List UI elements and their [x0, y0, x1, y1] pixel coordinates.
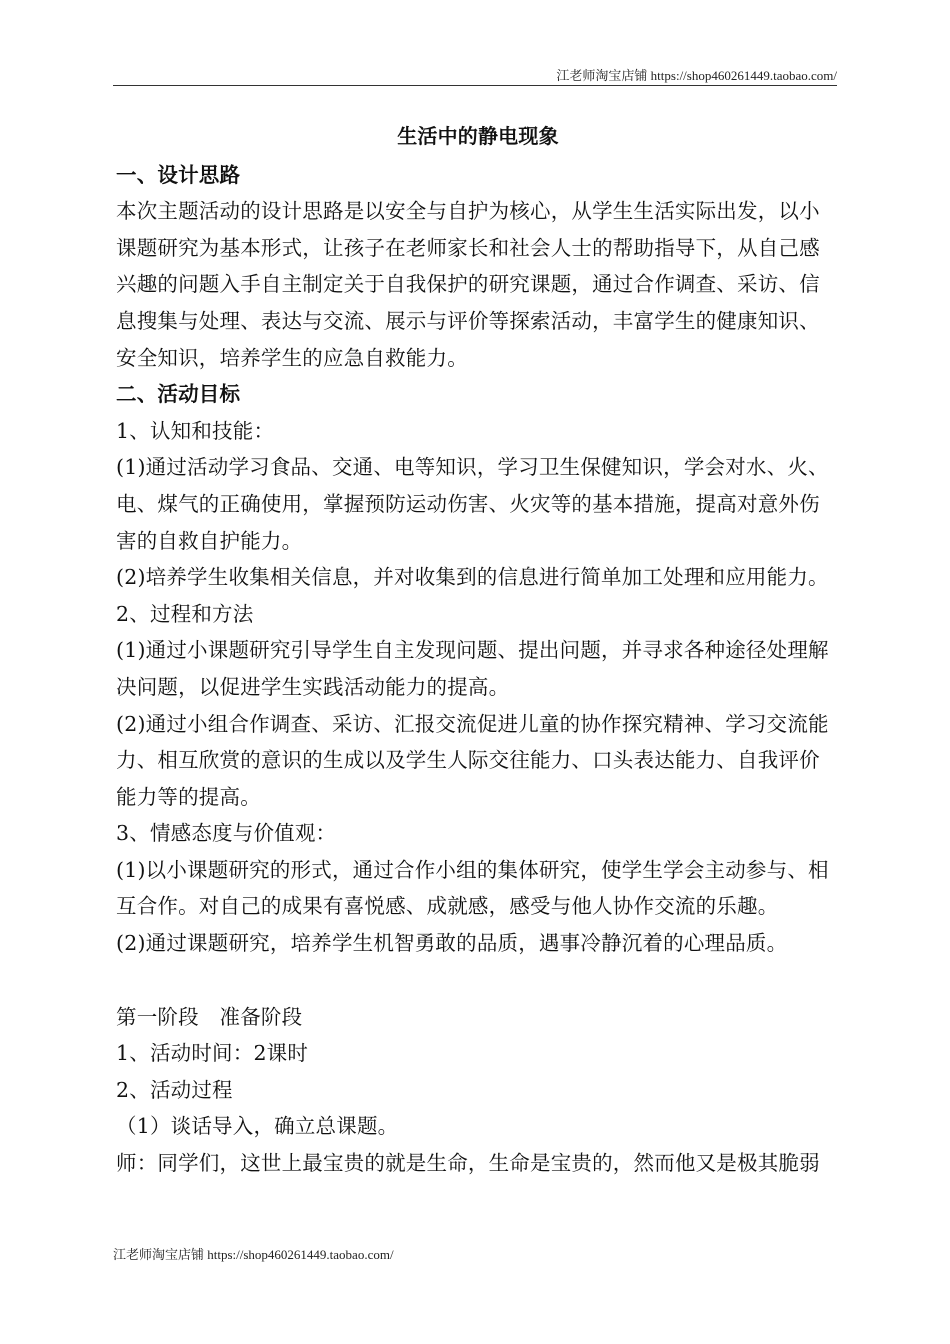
header-rule	[113, 85, 837, 86]
blank-line	[116, 962, 840, 999]
goal1-item2: (2)培养学生收集相关信息，并对收集到的信息进行简单加工处理和应用能力。	[116, 565, 829, 590]
stage1-time: 1、活动时间：2课时	[116, 1041, 309, 1066]
document-body	[116, 118, 840, 1182]
teacher-line: 师：同学们，这世上最宝贵的就是生命，生命是宝贵的，然而他又是极其脆弱	[116, 1151, 820, 1176]
stage1-step1: （1）谈话导入，确立总课题。	[116, 1114, 399, 1139]
page-header: 江老师淘宝店铺 https://shop460261449.taobao.com/	[556, 68, 837, 83]
design-heading: 一、设计思路	[116, 162, 241, 187]
goal3-item1: (1)以小课题研究的形式，通过合作小组的集体研究，使学生学会主动参与、相互合作。对自己的成果有喜悦感、成就感，感受与他人协作交流的乐趣。	[116, 857, 829, 919]
goal1-title: 1、认知和技能：	[116, 418, 275, 443]
stage1-heading: 第一阶段 准备阶段	[116, 1004, 303, 1029]
page-footer: 江老师淘宝店铺 https://shop460261449.taobao.com/	[113, 1247, 394, 1262]
goals-heading: 二、活动目标	[116, 382, 241, 407]
design-body: 本次主题活动的设计思路是以安全与自护为核心，从学生生活实际出发，以小课题研究为基本形式，让孩子在老师家长和社会人士的帮助指导下，从自己感兴趣的问题入手自主制定关于自我保护的研究课题，通过合作调查、采访、信息搜集与处理、表达与交流、展示与评价等探索活动，丰富学生的健康知识、安全知识，培养学生的应急自救能力。	[116, 199, 820, 370]
goal2-item1: (1)通过小课题研究引导学生自主发现问题、提出问题，并寻求各种途径处理解决问题，以促进学生实践活动能力的提高。	[116, 638, 829, 699]
goal2-item2: (2)通过小组合作调查、采访、汇报交流促进儿童的协作探究精神、学习交流能力、相互欣赏的意识的生成以及学生人际交往能力、口头表达能力、自我评价能力等的提高。	[116, 711, 829, 809]
goal2-title: 2、过程和方法	[116, 601, 254, 626]
goal1-item1: (1)通过活动学习食品、交通、电等知识，学习卫生保健知识，学会对水、火、电、煤气的正确使用，掌握预防运动伤害、火灾等的基本措施，提高对意外伤害的自救自护能力。	[116, 455, 829, 553]
document-title: 生活中的静电现象	[397, 124, 559, 148]
stage1-process: 2、活动过程	[116, 1077, 233, 1102]
goal3-title: 3、情感态度与价值观：	[116, 821, 337, 846]
goal3-item2: (2)通过课题研究，培养学生机智勇敢的品质，遇事冷静沉着的心理品质。	[116, 931, 788, 956]
